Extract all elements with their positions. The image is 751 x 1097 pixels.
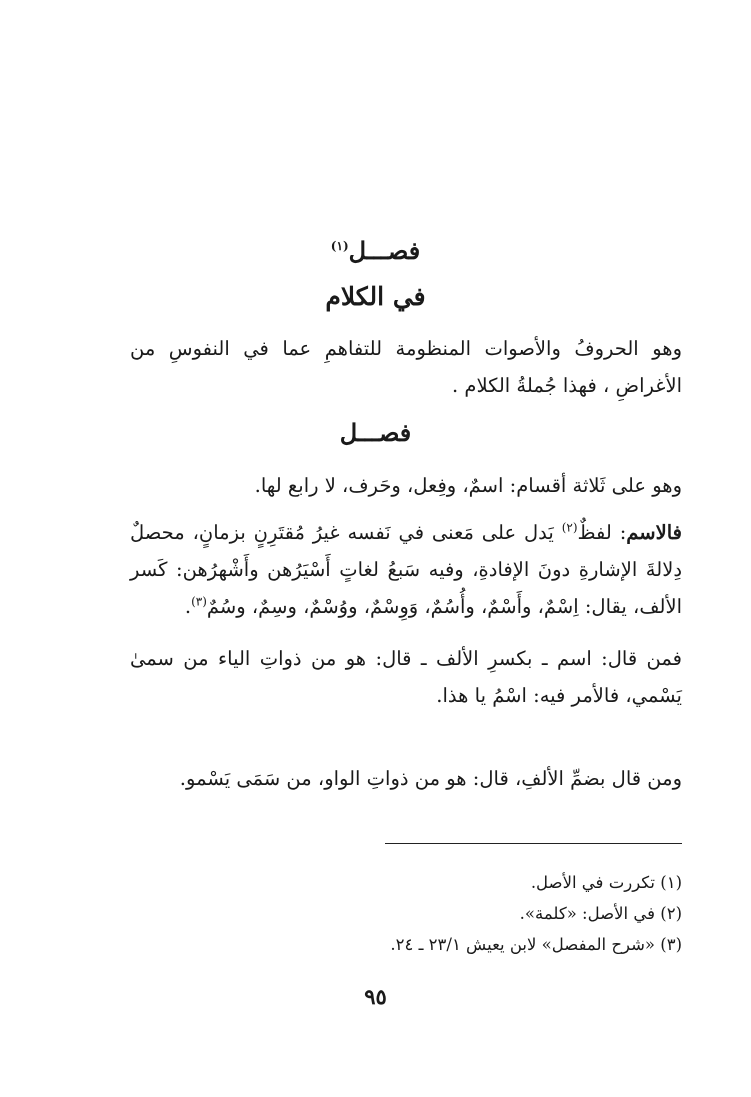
page-number: ٩٥ <box>364 984 387 1009</box>
footnote-marker-3: (٣) <box>191 594 207 609</box>
footnote-separator <box>385 843 682 844</box>
footnote-marker-2: (٢) <box>561 520 578 535</box>
paragraph-divisions: وهو على ثَلاثة أقسام: اسمٌ، وفِعل، وحَرف، لا رابع لها. <box>254 474 682 497</box>
paragraph-kasr: فمن قال: اسم ـ بكسرِ الألف ـ قال: هو من ذواتِ الياء من سمىٰ يَسْمي، فالأمر فيه: اسْمُ يا هذا. <box>130 647 682 707</box>
section-heading-fasl-2: فصـــل <box>339 418 412 447</box>
section-heading-fi-al-kalam: في الكلام <box>325 282 426 311</box>
ism-end: . <box>184 595 192 618</box>
ism-body: يَدل على مَعنى في نَفسه غيرُ مُقتَرِنٍ بزمانٍ، محصلٌ دِلالةَ الإشارةِ دونَ الإفادةِ، وفيه سَبعُ لغاتٍ أَسْيَرُهن وأَشْهرُهن: كَسر الألف، يقال: اِسْمٌ، وأَسْمٌ، وأُسُمٌ، وَوِسْمٌ، ووُسْمٌ، وسِمٌ، وسُمٌ <box>130 521 682 618</box>
section-heading-fasl-1 <box>0 236 751 265</box>
footnote-3: (٣) «شرح المفصل» لابن يعيش ٢٣/١ ـ ٢٤. <box>390 935 682 954</box>
footnote-marker-1: (١) <box>330 239 349 253</box>
heading-text: فصـــل <box>348 236 421 265</box>
footnote-2: (٢) في الأصل: «كلمة». <box>519 904 682 923</box>
footnote-1: (١) تكررت في الأصل. <box>530 873 682 892</box>
paragraph-definition: وهو الحروفُ والأصوات المنظومة للتفاهمِ عما في النفوسِ من الأغراضِ ، فهذا جُملةُ الكلام . <box>130 337 682 397</box>
ism-colon: : لفظٌ <box>577 521 627 544</box>
paragraph-damm: ومن قال بضمِّ الألفِ، قال: هو من ذواتِ الواو، من سَمَى يَسْمو. <box>179 767 682 790</box>
term-al-ism: فالاسم <box>626 521 682 544</box>
paragraph-ism <box>130 514 682 625</box>
